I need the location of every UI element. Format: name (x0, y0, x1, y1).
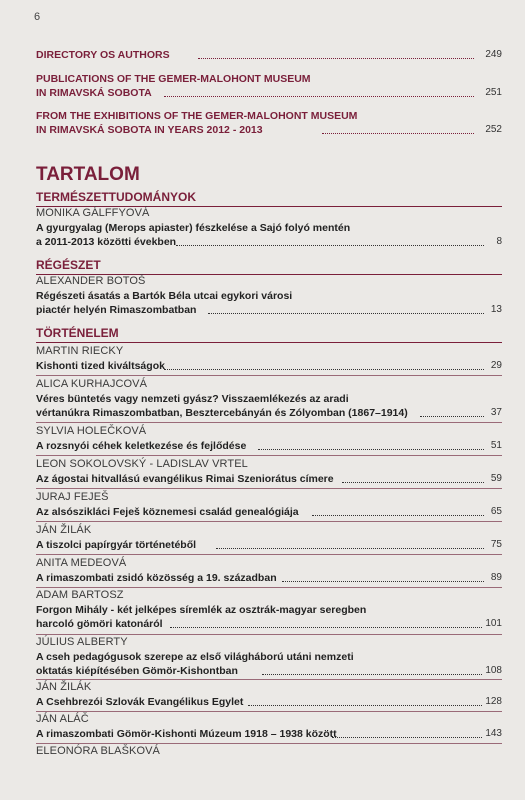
entry-title: Az alsószikláci Feješ köznemesi család genealógiája 65 (36, 506, 502, 518)
page-ref: 75 (490, 539, 502, 550)
page-ref: 65 (490, 506, 502, 517)
directory-entry-title: DIRECTORY OS AUTHORS (36, 49, 170, 61)
entry-title: Véres büntetés vagy nemzeti gyász? Visszaemlékezés az aradi vértanúkra Rimaszombatban, Besztercebányán és Zólyomban (1867–1914) 37 (36, 393, 502, 419)
page-ref: 251 (485, 87, 502, 98)
page-ref: 108 (485, 665, 502, 676)
entry-title: A Csehbrezói Szlovák Evangélikus Egylet 128 (36, 696, 502, 708)
dot-leader (262, 674, 482, 675)
directory-entry-title: IN RIMAVSKÁ SOBOTA IN YEARS 2012 - 2013 (36, 124, 263, 136)
toc-entry (36, 424, 502, 453)
entry-author: JÚLIUS ALBERTY (36, 636, 128, 648)
directory-entry (36, 72, 502, 100)
page-ref: 29 (490, 360, 502, 371)
dot-leader (282, 581, 484, 582)
divider (36, 375, 502, 376)
toc-entry (36, 523, 502, 552)
entry-author: JÁN ŽILÁK (36, 524, 92, 536)
directory-entry-title: PUBLICATIONS OF THE GEMER-MALOHONT MUSEUM (36, 73, 311, 85)
section-heading: TÖRTÉNELEM (36, 326, 502, 343)
divider (36, 554, 502, 555)
toc-title: TARTALOM (36, 164, 140, 185)
entry-author: ALEXANDER BOTOŠ (36, 275, 146, 287)
dot-leader (170, 627, 482, 628)
directory-entry (36, 109, 502, 137)
entry-author: MONIKA GÁLFFYOVÁ (36, 207, 150, 219)
dot-leader (322, 133, 474, 134)
toc-entry (36, 712, 502, 741)
divider (36, 455, 502, 456)
entry-author: JURAJ FEJEŠ (36, 491, 109, 503)
toc-entry (36, 274, 502, 317)
entry-title: A rimaszombati zsidó közösség a 19. században 89 (36, 572, 502, 584)
dot-leader (164, 369, 484, 370)
entry-title: A tiszolci papírgyár történetéből 75 (36, 539, 502, 551)
directory-entry-title: IN RIMAVSKÁ SOBOTA (36, 87, 152, 99)
dot-leader (312, 515, 484, 516)
dot-leader (258, 449, 484, 450)
entry-title: Forgon Mihály - két jelképes síremlék az osztrák-magyar seregben harcoló gömöri katonáról 101 (36, 604, 502, 630)
entry-author: SYLVIA HOLEČKOVÁ (36, 425, 147, 437)
entry-author: MARTIN RIECKY (36, 345, 124, 357)
dot-leader (342, 482, 484, 483)
dot-leader (216, 548, 484, 549)
page-ref: 89 (490, 572, 502, 583)
entry-author: ALICA KURHAJCOVÁ (36, 378, 148, 390)
section-heading: TERMÉSZETTUDOMÁNYOK (36, 190, 502, 207)
entry-author: LEON SOKOLOVSKÝ - LADISLAV VRTEL (36, 458, 248, 470)
dot-leader (208, 313, 484, 314)
entry-author: JÁN ŽILÁK (36, 681, 92, 693)
divider (36, 422, 502, 423)
directory-entry (36, 48, 502, 62)
page-ref: 13 (490, 304, 502, 315)
entry-title: A rimaszombati Gömör-Kishonti Múzeum 1918 – 1938 között 143 (36, 728, 502, 740)
dot-leader (332, 737, 482, 738)
entry-author: ADAM BARTOSZ (36, 589, 124, 601)
toc-entry (36, 490, 502, 519)
entry-author: ELEONÓRA BLAŠKOVÁ (36, 745, 160, 757)
toc-entry (36, 588, 502, 631)
entry-title: Kishonti tized kiváltságok 29 (36, 360, 502, 372)
directory-entry-title: FROM THE EXHIBITIONS OF THE GEMER-MALOHONT MUSEUM (36, 110, 358, 122)
page-ref: 59 (490, 473, 502, 484)
divider (36, 488, 502, 489)
page-ref: 128 (485, 696, 502, 707)
entry-title: A cseh pedagógusok szerepe az első világháború utáni nemzeti oktatás kiépítésében Gömör-Kishontban 108 (36, 651, 502, 677)
page-ref: 101 (485, 618, 502, 629)
toc-entry (36, 680, 502, 709)
entry-title: A rozsnyói céhek keletkezése és fejlődése 51 (36, 440, 502, 452)
toc-entry (36, 377, 502, 420)
page-ref: 252 (485, 124, 502, 135)
dot-leader (198, 58, 474, 59)
entry-author: ANITA MEDEOVÁ (36, 557, 127, 569)
toc-entry (36, 344, 502, 373)
toc-entry (36, 635, 502, 678)
page-ref: 37 (490, 407, 502, 418)
dot-leader (164, 96, 474, 97)
section-heading: RÉGÉSZET (36, 258, 502, 275)
entry-title: A gyurgyalag (Merops apiaster) fészkelése a Sajó folyó mentén a 2011-2013 közötti években 8 (36, 222, 502, 248)
page-ref: 51 (490, 440, 502, 451)
entry-author: JÁN ALÁČ (36, 713, 89, 725)
dot-leader (420, 416, 484, 417)
page-ref: 143 (485, 728, 502, 739)
dot-leader (176, 245, 484, 246)
page-ref: 8 (496, 236, 502, 247)
dot-leader (248, 705, 482, 706)
toc-entry (36, 744, 502, 759)
entry-title: Az ágostai hitvallású evangélikus Rimai Szeniorátus címere 59 (36, 473, 502, 485)
toc-entry (36, 206, 502, 249)
toc-entry (36, 457, 502, 486)
page-number: 6 (34, 11, 41, 23)
divider (36, 521, 502, 522)
toc-entry (36, 556, 502, 585)
page-ref: 249 (485, 49, 502, 60)
entry-title: Régészeti ásatás a Bartók Béla utcai egykori városi piactér helyén Rimaszombatban 13 (36, 290, 502, 316)
